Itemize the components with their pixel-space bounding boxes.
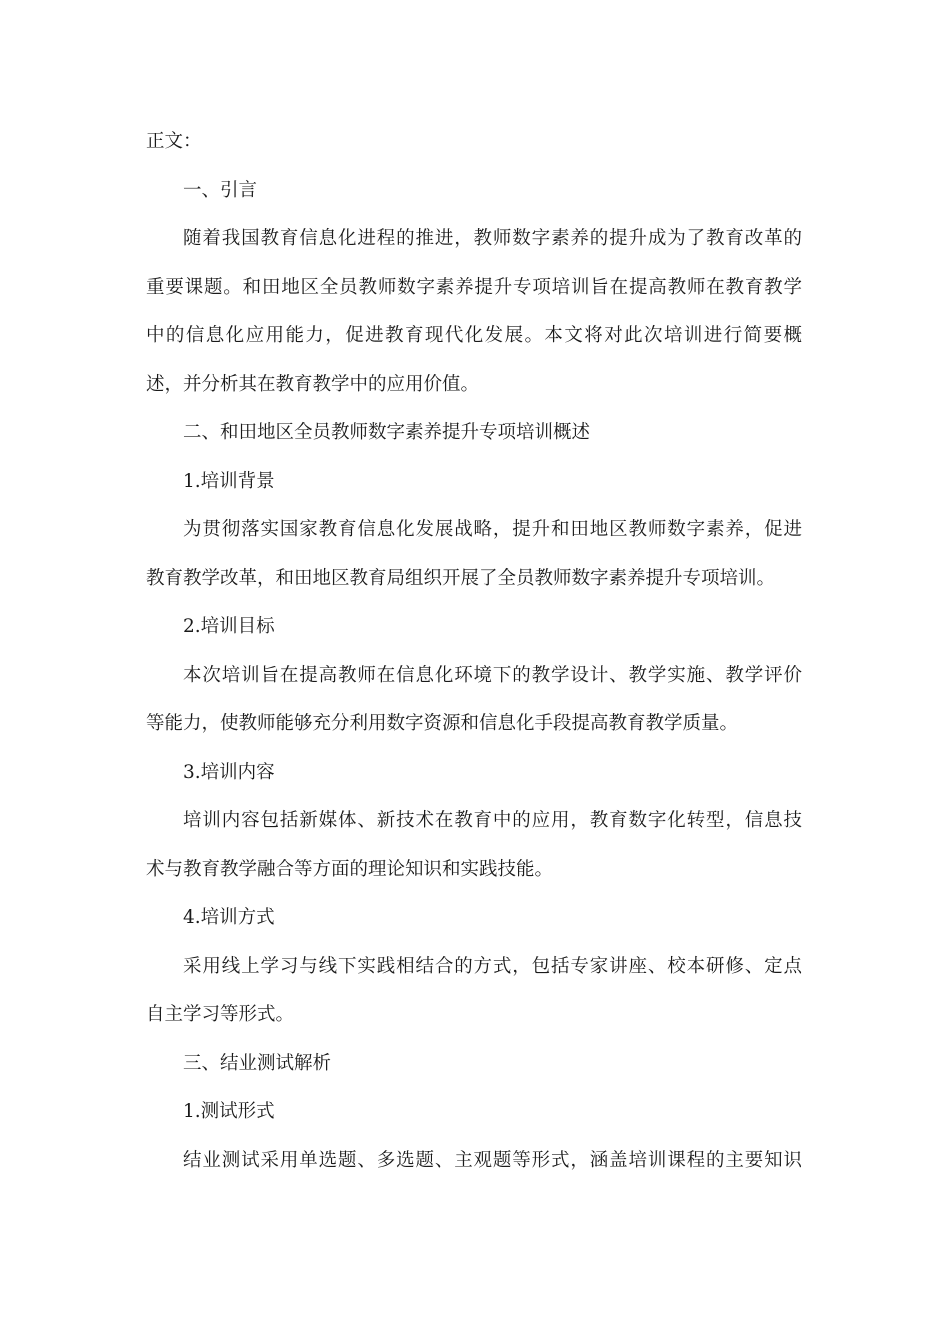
paragraph-line: 重要课题。和田地区全员教师数字素养提升专项培训旨在提高教师在教育教学 — [146, 276, 802, 298]
section-heading-overview: 二、和田地区全员教师数字素养提升专项培训概述 — [183, 422, 591, 443]
paragraph-line: 采用线上学习与线下实践相结合的方式，包括专家讲座、校本研修、定点 — [183, 955, 802, 977]
subsection-heading-test-format: 1.测试形式 — [183, 1101, 275, 1122]
section-heading-final-test: 三、结业测试解析 — [183, 1052, 332, 1074]
paragraph-line: 为贯彻落实国家教育信息化发展战略，提升和田地区教师数字素养，促进 — [183, 519, 802, 540]
paragraph-line: 教育教学改革，和田地区教育局组织开展了全员教师数字素养提升专项培训。 — [146, 567, 776, 589]
paragraph-line: 培训内容包括新媒体、新技术在教育中的应用，教育数字化转型，信息技 — [183, 810, 802, 831]
subsection-heading-method: 4.培训方式 — [183, 907, 275, 928]
paragraph-line: 本次培训旨在提高教师在信息化环境下的教学设计、教学实施、教学评价 — [183, 664, 802, 686]
paragraph-line: 结业测试采用单选题、多选题、主观题等形式，涵盖培训课程的主要知识 — [183, 1149, 802, 1171]
subsection-heading-goals: 2.培训目标 — [183, 616, 275, 637]
section-heading-introduction: 一、引言 — [183, 179, 258, 201]
paragraph-line: 术与教育教学融合等方面的理论知识和实践技能。 — [146, 858, 554, 880]
document-body — [146, 118, 802, 1185]
paragraph-line: 中的信息化应用能力，促进教育现代化发展。本文将对此次培训进行简要概 — [146, 325, 802, 346]
subsection-heading-content: 3.培训内容 — [183, 761, 275, 783]
paragraph-line: 自主学习等形式。 — [146, 1004, 295, 1025]
paragraph-line: 随着我国教育信息化进程的推进，教师数字素养的提升成为了教育改革的 — [183, 228, 802, 249]
body-label: 正文： — [146, 131, 202, 152]
paragraph-line: 等能力，使教师能够充分利用数字资源和信息化手段提高教育教学质量。 — [146, 713, 739, 734]
paragraph-line: 述，并分析其在教育教学中的应用价值。 — [146, 373, 480, 395]
subsection-heading-background: 1.培训背景 — [183, 470, 275, 492]
